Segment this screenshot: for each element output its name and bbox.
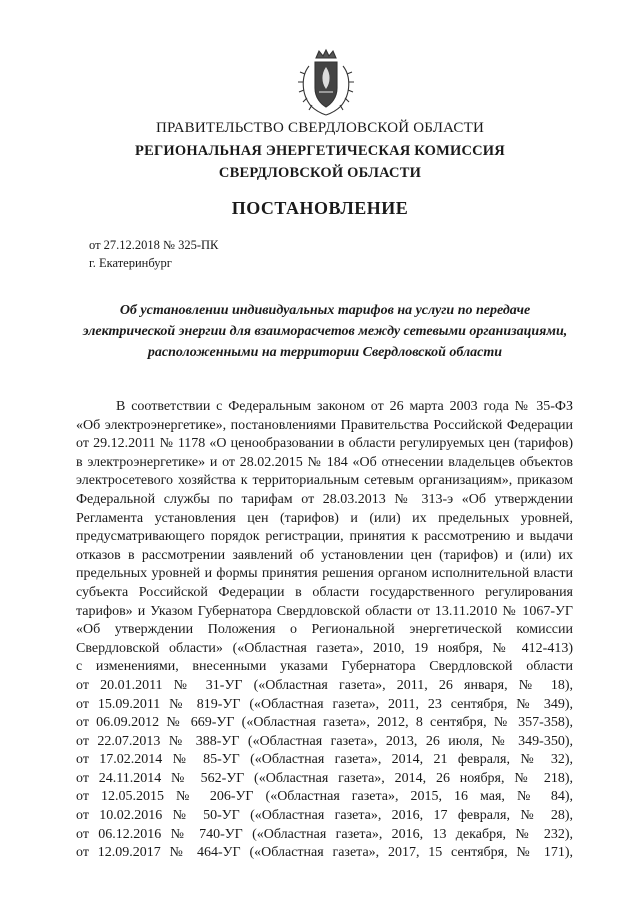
document-city: г. Екатеринбург [89,256,172,270]
body-line: от 12.09.2017 № 464-УГ («Областная газета», 2017, 15 сентября, № 171), [76,845,573,861]
coat-of-arms-icon [295,48,357,118]
subject-line: расположенными на территории Свердловской области [147,345,503,360]
body-line: субъекта Российской Федерации в области государственного регулирования [76,584,573,600]
body-line: «Об утверждении Положения о Региональной энергетической комиссии [76,622,573,638]
subject-line: Об установлении индивидуальных тарифов на услуги по передаче [119,303,531,318]
body-line: от 12.05.2015 № 206-УГ («Областная газета», 2015, 16 мая, № 84), [76,789,573,805]
body-line: от 17.02.2014 № 85-УГ («Областная газета», 2014, 21 февраля, № 32), [76,752,573,768]
body-line: Федеральной службы по тарифам от 28.03.2013 № 313-э «Об утверждении [76,491,573,507]
body-line: электросетевого хозяйства к территориальным сетевым организациям», приказом [76,473,573,489]
body-line: тарифов» и Указом Губернатора Свердловской области от 13.11.2010 № 1067-УГ [76,603,573,619]
body-line: В соответствии с Федеральным законом от 26 марта 2003 года № 35-ФЗ [116,399,573,414]
subject-line: электрической энергии для взаиморасчетов между сетевыми организациями, [82,324,568,339]
body-line: Свердловской области» («Областная газета», 2010, 19 ноября, № 412-413) [76,640,573,656]
body-line: от 10.02.2016 № 50-УГ («Областная газета», 2016, 17 февраля, № 28), [76,808,573,824]
body-line: «Об электроэнергетике», постановлениями Правительства Российской Федерации [76,417,573,433]
body-line: в электроэнергетике» и от 28.02.2015 № 184 «Об отнесении владельцев объектов [76,454,573,470]
header-region: СВЕРДЛОВСКОЙ ОБЛАСТИ [218,165,422,181]
body-line: от 15.09.2011 № 819-УГ («Областная газета», 2011, 23 сентября, № 349), [76,696,573,712]
body-line: отказов в рассмотрении заявлений об установлении цен (тарифов) и (или) их [76,547,573,563]
body-line: от 06.12.2016 № 740-УГ («Областная газета», 2016, 13 декабря, № 232), [76,826,573,842]
document-body [76,398,573,863]
body-line: Регламента установления цен (тарифов) и (или) их предельных уровней, [76,510,573,526]
document-subject [80,300,570,363]
body-line: от 22.07.2013 № 388-УГ («Областная газета», 2013, 26 июля, № 349-350), [76,733,573,749]
body-line: от 24.11.2014 № 562-УГ («Областная газета», 2014, 26 ноября, № 218), [76,770,573,786]
body-line: предусматривающего порядок регистрации, принятия к рассмотрению и выдачи [76,529,573,545]
body-line: от 20.01.2011 № 31-УГ («Областная газета», 2011, 26 января, № 18), [76,677,573,693]
header-government: ПРАВИТЕЛЬСТВО СВЕРДЛОВСКОЙ ОБЛАСТИ [155,120,485,136]
header-commission: РЕГИОНАЛЬНАЯ ЭНЕРГЕТИЧЕСКАЯ КОМИССИЯ [135,143,505,159]
document-type-title: ПОСТАНОВЛЕНИЕ [231,198,409,218]
body-line: предельных уровней и формы принятия решения органом исполнительной власти [76,566,573,582]
body-line: от 29.12.2011 № 1178 «О ценообразовании в области регулируемых цен (тарифов) [76,436,573,452]
document-date-number: от 27.12.2018 № 325-ПК [89,238,219,252]
body-line: от 06.09.2012 № 669-УГ («Областная газета», 2012, 8 сентября, № 357-358), [76,715,573,731]
body-line: с изменениями, внесенными указами Губернатора Свердловской области [76,659,573,675]
